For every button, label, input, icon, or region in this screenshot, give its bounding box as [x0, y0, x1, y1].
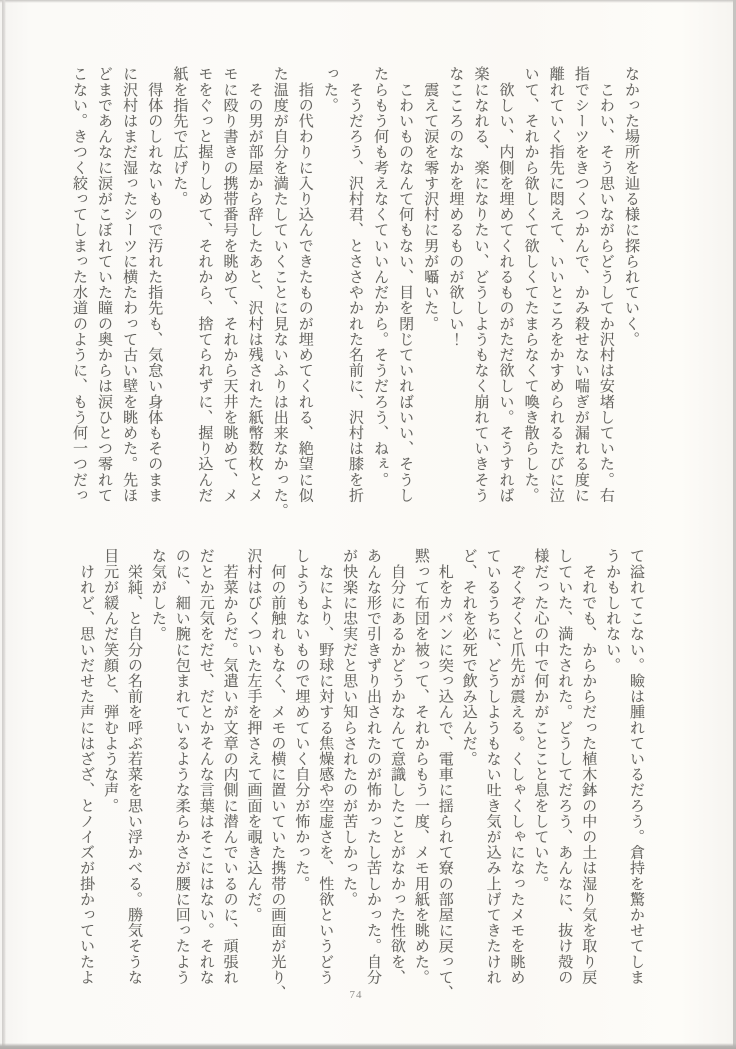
text-column: 若菜からだ。気遣いが文章の内側に潜んでいるのに、頑張れ [221, 548, 238, 985]
text-column: そうだろう、沢村君、とささやかれた名前に、沢村は膝を折 [346, 66, 363, 503]
text-block-bottom [73, 548, 647, 1016]
text-column: 栄純、と自分の名前を呼ぶ若菜を思い浮かべる。勝気そうな [125, 548, 142, 985]
text-column: 黙って布団を被って、それからもう一度、メモ用紙を眺めた。 [412, 548, 429, 985]
text-column: 得体のしれないもので汚れた指先も、気怠い身体もそのまま [146, 66, 163, 503]
text-column: あんな形で引きずり出されたのが怖かったし苦しかった。自分 [365, 548, 382, 985]
text-column: のに、細い腕に包まれているような柔らかさが腰に回ったよう [173, 548, 190, 985]
text-column: それでも、からからだった植木鉢の中の土は湿り気を取り戻 [580, 548, 597, 985]
text-column: て溢れてこない。瞼は腫れているだろう。倉持を驚かせてしま [628, 548, 644, 985]
text-column: モに殴り書きの携帯番号を眺めて、それから天井を眺めて、メ [221, 66, 238, 503]
text-column: 震えて涙を零す沢村に男が囁いた。 [422, 66, 439, 332]
text-column: った。 [321, 66, 338, 113]
text-column: ているうちに、どうしようもない吐き気が込み上げてきたけれ [484, 548, 501, 985]
text-column: モをぐっと握りしめて、それから、捨てられずに、握り込んだ [196, 66, 213, 503]
text-column: 楽になれる、楽になりたい、どうしようもなく崩れていきそう [472, 66, 489, 503]
text-column: たらもう何も考えなくていいんだから。そうだろう、ねぇ。 [372, 66, 389, 488]
scan-edge-left [2, 0, 6, 1049]
text-column: 欲しい、内側を埋めてくれるものがただ欲しい。そうすれば [497, 66, 514, 503]
text-column: しようもないもので埋めていく自分が怖かった。 [293, 548, 310, 892]
text-column: けれど、思いだせた声にはざざ、とノイズが掛かっていたよ [78, 548, 95, 985]
text-column: こわい、そう思いながらどうしてか沢村は安堵していた。右 [597, 66, 614, 503]
text-column: どまであんなに涙がこぼれていた瞳の奥からは涙ひとつ零れて [96, 66, 113, 503]
text-column: ぞくぞくと爪先が震える。くしゃくしゃになったメモを眺め [508, 548, 525, 985]
text-column: していた、満たされた。どうしてだろう、あんなに、抜け殻の [556, 548, 573, 985]
text-column: 指でシーツをきつくつかんで、かみ殺せない喘ぎが漏れる度に [572, 66, 589, 503]
text-column: 紙を指先で広げた。 [171, 66, 188, 207]
text-block-top [66, 66, 643, 522]
text-column: だとか元気をだせ、だとかそんな言葉はそこにはない。それな [197, 548, 214, 985]
text-column: 目元が緩んだ笑顔と、弾むような声。 [102, 548, 119, 814]
text-column: なにより、野球に対する焦燥感や空虚さを、性欲というどう [317, 548, 334, 985]
text-column: いて、それから欲しくて欲しくてたまらなくて喚き散らした。 [522, 66, 539, 503]
text-column: が快楽に忠実だと思い知らされたのが苦しかった。 [341, 548, 358, 907]
text-column: こない。きつく絞ってしまった水道のように、もう何一つだっ [70, 66, 87, 503]
scan-edge-bottom [0, 1043, 736, 1049]
text-column: 様だった心の中で何かがことこと息をしていた。 [532, 548, 549, 892]
text-column: なかった場所を辿る様に探られていく。 [623, 66, 639, 347]
text-column: 札をカバンに突っ込んで、電車に揺られて寮の部屋に戻って、 [436, 548, 453, 1001]
text-column: た温度が自分を満たしていくことに見ないふりは出来なかった。 [271, 66, 288, 519]
text-column: に沢村はまだ湿ったシーツに横たわって古い壁を眺めた。先ほ [121, 66, 138, 503]
text-column: 何の前触れもなく、メモの横に置いていた携帯の画面が光り、 [269, 548, 286, 1001]
text-column: 自分にあるかどうかなんて意識したことがなかった性欲を、 [388, 548, 405, 985]
page-number: 74 [349, 989, 363, 1001]
text-column: ど、それを必死で飲み込んだ。 [460, 548, 477, 767]
text-column: うかもしれない。 [604, 548, 621, 673]
text-column: 指の代わりに入り込んできたものが埋めてくれる、絶望に似 [296, 66, 313, 503]
scan-edge-top [0, 0, 736, 3]
text-column: なこころのなかを埋めるものが欲しい！ [447, 66, 464, 347]
text-column: こわいものなんて何もない、目を閉じていればいい、そうし [397, 66, 414, 503]
text-column: その男が部屋から辞したあと、沢村は残された紙幣数枚とメ [246, 66, 263, 503]
text-column: 離れていく指先に悶えて、いいところをかすめられるたびに泣 [547, 66, 564, 503]
text-column: 沢村はびくついた左手を押さえて画面を覗き込んだ。 [245, 548, 262, 923]
text-column: な気がした。 [149, 548, 166, 642]
